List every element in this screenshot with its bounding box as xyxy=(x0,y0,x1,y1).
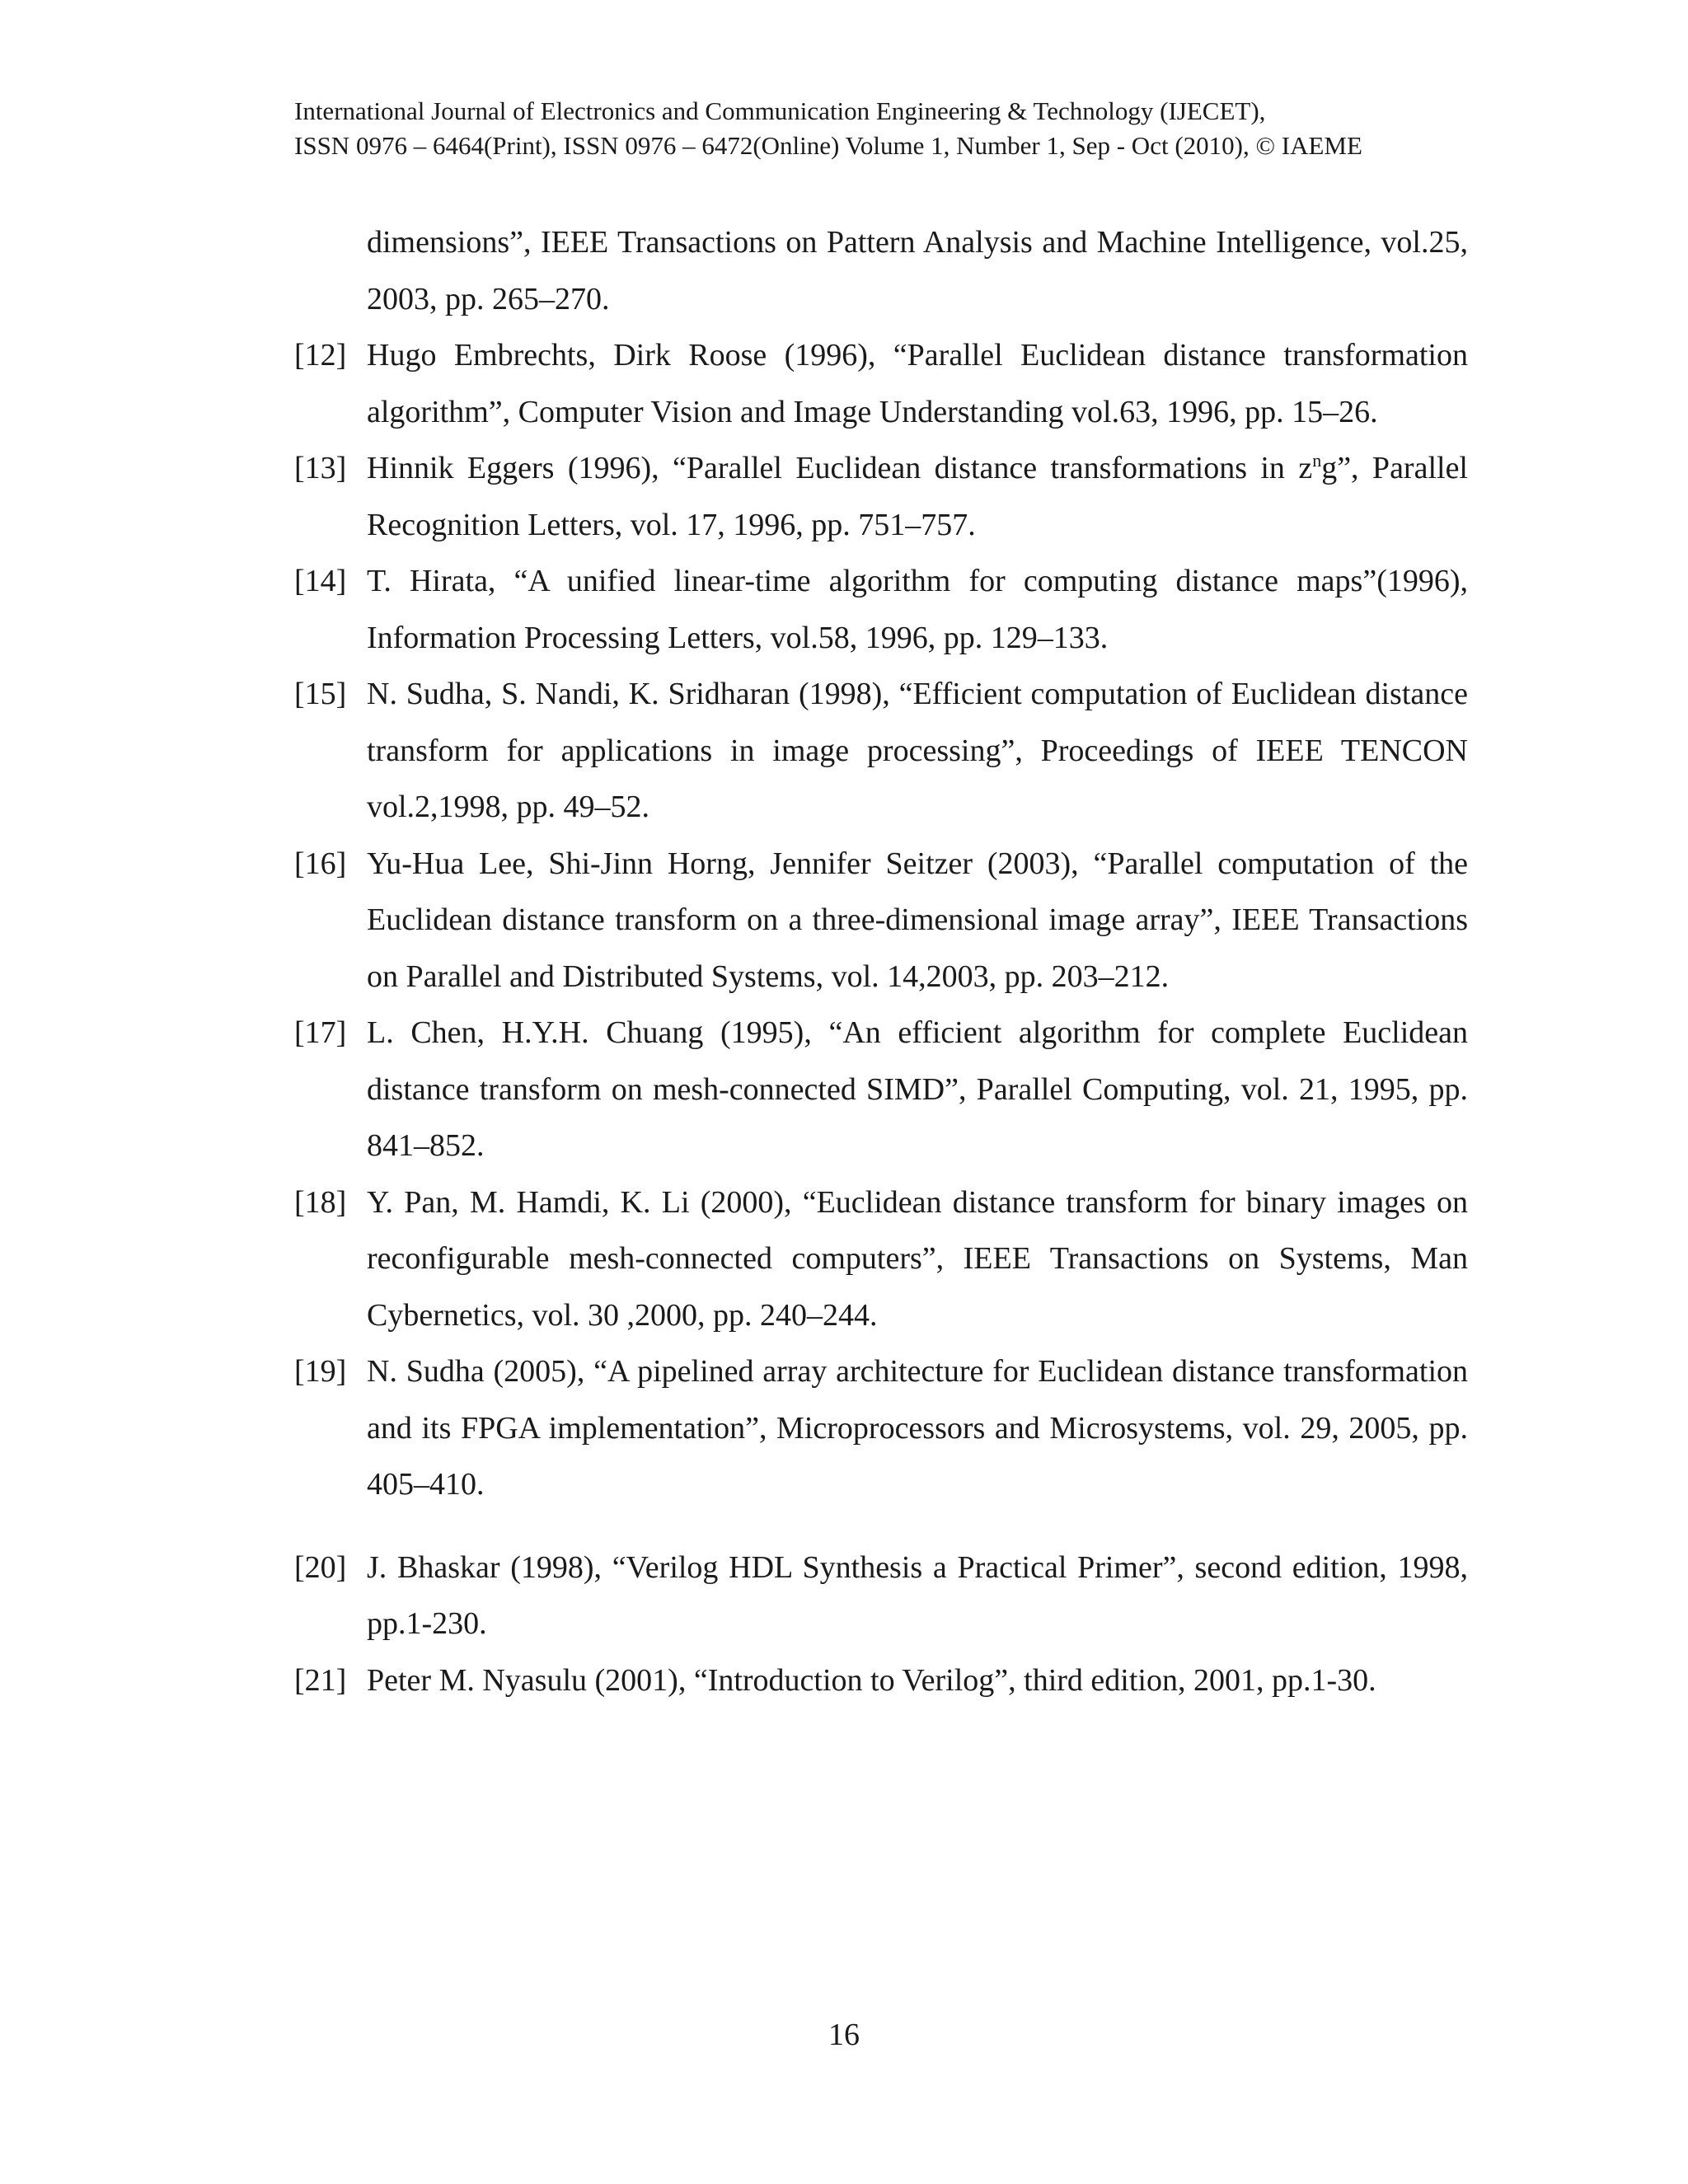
reference-number: [15] xyxy=(294,677,347,711)
reference-text-part-a: Hinnik Eggers (1996), “Parallel Euclidean distance transformations in z xyxy=(367,451,1313,485)
reference-text: T. Hirata, “A unified linear-time algorithm for computing distance maps”(1996), Information Processing Letters, vol.58, 1996, pp. 129–133. xyxy=(367,564,1468,655)
reference-18 xyxy=(294,1174,1468,1344)
reference-text: Hugo Embrechts, Dirk Roose (1996), “Parallel Euclidean distance transformation algorithm”, Computer Vision and Image Understanding vol.63, 1996, pp. 15–26. xyxy=(367,338,1468,429)
reference-number: [17] xyxy=(294,1015,347,1050)
reference-number: [19] xyxy=(294,1354,347,1389)
reference-number: [14] xyxy=(294,564,347,598)
reference-16 xyxy=(294,836,1468,1005)
reference-12 xyxy=(294,327,1468,440)
reference-17 xyxy=(294,1005,1468,1174)
reference-number: [21] xyxy=(294,1662,347,1698)
reference-text: N. Sudha, S. Nandi, K. Sridharan (1998), “Efficient computation of Euclidean distance transform for applications in image processing”, Proceedings of IEEE TENCON vol.2,1998, pp. 49–52. xyxy=(367,677,1468,824)
reference-13 xyxy=(294,440,1468,553)
reference-text: N. Sudha (2005), “A pipelined array architecture for Euclidean distance transformation and its FPGA implementation”, Microprocessors and Microsystems, vol. 29, 2005, pp. 405–410. xyxy=(367,1354,1468,1502)
journal-header-line-1: International Journal of Electronics and Communication Engineering & Technology (IJECET), xyxy=(294,96,1266,125)
reference-continued xyxy=(294,214,1468,327)
reference-20 xyxy=(294,1540,1468,1652)
reference-number: [20] xyxy=(294,1549,347,1585)
reference-text: Yu-Hua Lee, Shi-Jinn Horng, Jennifer Seitzer (2003), “Parallel computation of the Euclidean distance transform on a three-dimensional image array”, IEEE Transactions on Parallel and Distributed Systems, vol. 14,2003, pp. 203–212. xyxy=(367,846,1468,994)
page-number: 16 xyxy=(828,2018,860,2052)
reference-text: dimensions”, IEEE Transactions on Pattern Analysis and Machine Intelligence, vol.25, 2003, pp. 265–270. xyxy=(367,225,1468,316)
reference-list xyxy=(294,214,1468,1708)
reference-text: Peter M. Nyasulu (2001), “Introduction to Verilog”, third edition, 2001, pp.1-30. xyxy=(367,1662,1376,1698)
reference-text: Y. Pan, M. Hamdi, K. Li (2000), “Euclidean distance transform for binary images on reconfigurable mesh-connected computers”, IEEE Transactions on Systems, Man Cybernetics, vol. 30 ,2000, pp. 240–244. xyxy=(367,1184,1468,1333)
reference-14 xyxy=(294,553,1468,666)
superscript: n xyxy=(1312,450,1322,471)
reference-text-part-b: g”, Parallel Recognition Letters, vol. 17, 1996, pp. 751–757. xyxy=(367,451,1468,542)
reference-number: [12] xyxy=(294,338,347,373)
reference-text: L. Chen, H.Y.H. Chuang (1995), “An efficient algorithm for complete Euclidean distance transform on mesh-connected SIMD”, Parallel Computing, vol. 21, 1995, pp. 841–852. xyxy=(367,1015,1468,1163)
reference-text: J. Bhaskar (1998), “Verilog HDL Synthesis a Practical Primer”, second edition, 1998, pp.1-230. xyxy=(367,1549,1468,1641)
reference-text xyxy=(367,451,1468,542)
reference-19 xyxy=(294,1343,1468,1513)
reference-number: [13] xyxy=(294,451,347,485)
reference-number: [18] xyxy=(294,1184,347,1220)
reference-21 xyxy=(294,1652,1468,1709)
journal-header-line-2: ISSN 0976 – 6464(Print), ISSN 0976 – 6472(Online) Volume 1, Number 1, Sep - Oct (2010), © IAEME xyxy=(294,131,1362,160)
journal-header xyxy=(294,94,1481,163)
reference-15 xyxy=(294,666,1468,836)
reference-number: [16] xyxy=(294,846,347,881)
